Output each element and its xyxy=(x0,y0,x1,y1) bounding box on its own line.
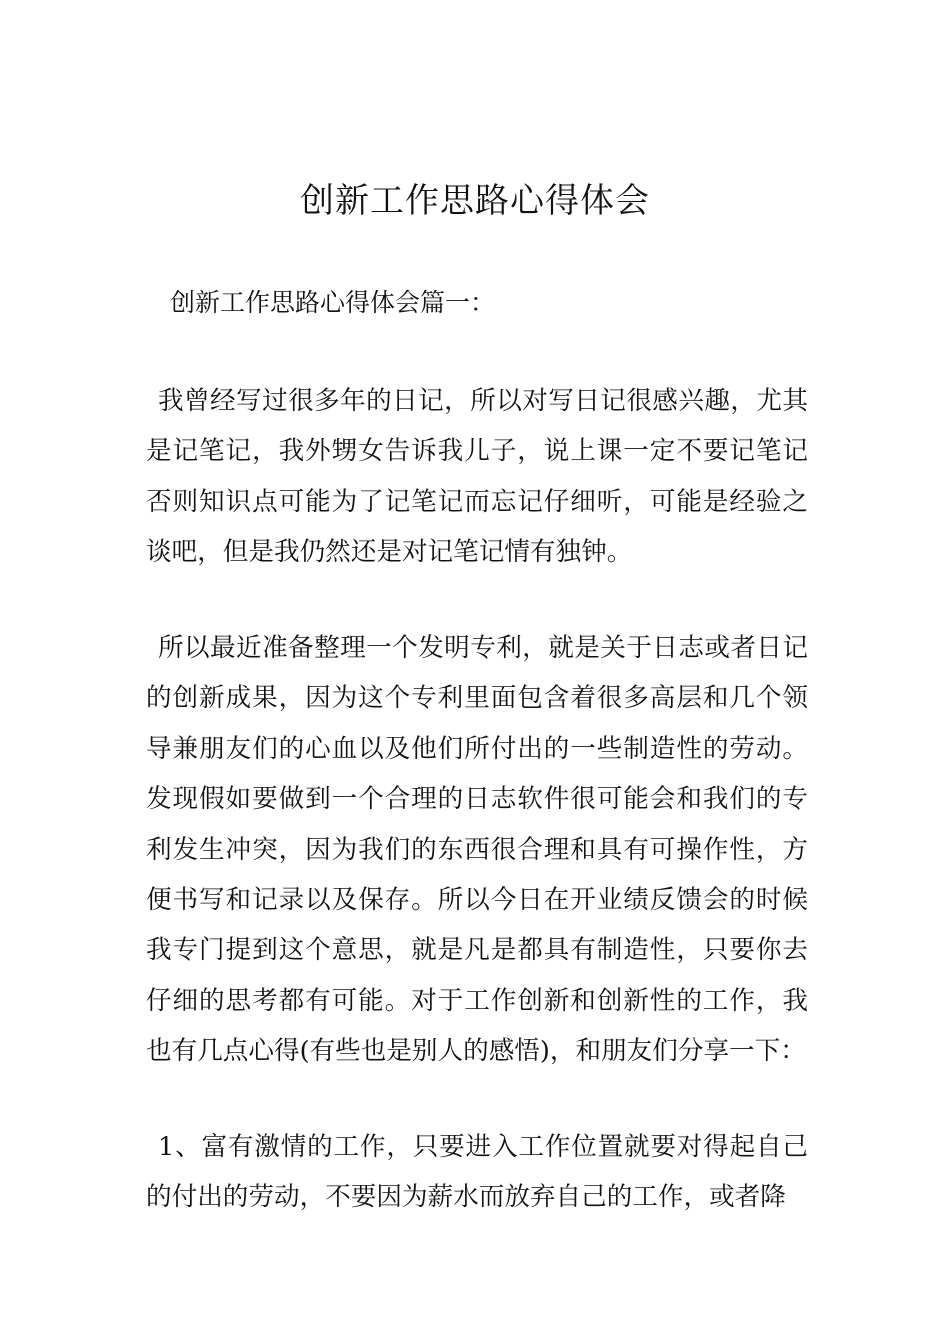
paragraph-diary: 我曾经写过很多年的日记，所以对写日记很感兴趣，尤其是记笔记，我外甥女告诉我儿子，说上课一定不要记笔记否则知识点可能为了记笔记而忘记仔细听，可能是经验之谈吧，但是我仍然还是对记笔记情有独钟。 xyxy=(146,386,808,568)
section-heading: 创新工作思路心得体会篇一： xyxy=(170,288,496,317)
paragraph-point-1: 1、富有激情的工作，只要进入工作位置就要对得起自己的付出的劳动，不要因为薪水而放弃自己的工作，或者降 xyxy=(146,1132,808,1213)
paragraph-patent: 所以最近准备整理一个发明专利，就是关于日志或者日记的创新成果，因为这个专利里面包含着很多高层和几个领导兼朋友们的心血以及他们所付出的一些制造性的劳动。发现假如要做到一个合理的日志软件很可能会和我们的专利发生冲突，因为我们的东西很合理和具有可操作性，方便书写和记录以及保存。所以今日在开业绩反馈会的时候我专门提到这个意思，就是凡是都具有制造性，只要你去仔细的思考都有可能。对于工作创新和创新性的工作，我也有几点心得(有些也是别人的感悟)，和朋友们分享一下： xyxy=(146,633,808,1067)
document-title: 创新工作思路心得体会 xyxy=(300,181,650,221)
